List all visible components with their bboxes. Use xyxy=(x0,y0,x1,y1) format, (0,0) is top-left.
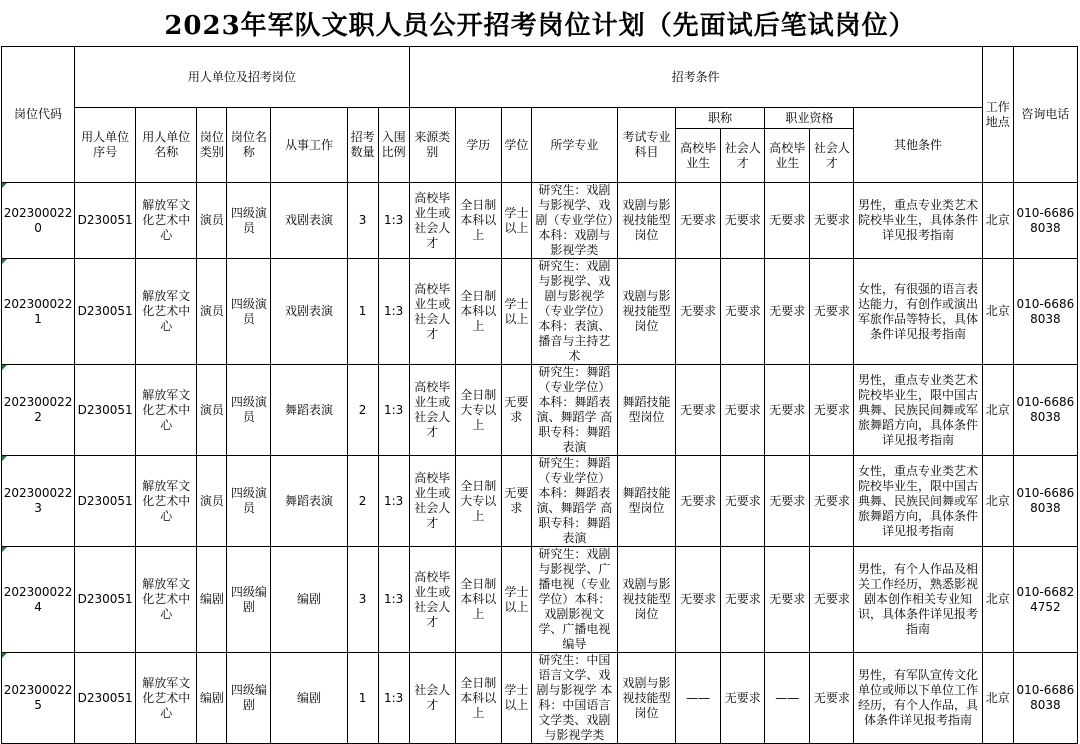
cell-count: 2 xyxy=(347,365,378,456)
cell-code: 2023000225 xyxy=(2,653,75,744)
cell-work: 编剧 xyxy=(271,653,347,744)
cell-ratio: 1:3 xyxy=(378,653,409,744)
cell-source: 高校毕业生或社会人才 xyxy=(409,183,455,259)
cell-post-category: 演员 xyxy=(197,365,227,456)
cell-count: 2 xyxy=(347,456,378,547)
cell-degree: 学士以上 xyxy=(501,259,531,365)
table-row xyxy=(2,365,1078,456)
cell-title-social: 无要求 xyxy=(721,456,765,547)
cell-qual-social: 无要求 xyxy=(810,547,854,653)
cell-post-name: 四级演员 xyxy=(227,456,271,547)
cell-other: 男性，有个人作品及相关工作经历，熟悉影视剧本创作相关专业知识，具体条件详见报考指南 xyxy=(854,547,982,653)
header-degree: 学位 xyxy=(501,108,531,183)
header-phone: 咨询电话 xyxy=(1013,47,1077,183)
cell-code: 2023000222 xyxy=(2,365,75,456)
cell-work: 舞蹈表演 xyxy=(271,456,347,547)
cell-unit-name: 解放军文化艺术中心 xyxy=(136,547,197,653)
cell-exam-subject: 舞蹈技能型岗位 xyxy=(618,456,676,547)
cell-exam-subject: 戏剧与影视技能型岗位 xyxy=(618,653,676,744)
cell-degree: 无要求 xyxy=(501,456,531,547)
cell-education: 全日制大专以上 xyxy=(455,456,501,547)
cell-other: 女性，重点专业类艺术院校毕业生，限中国古典舞、民族民间舞或军旅舞蹈方向，具体条件详见报考指南 xyxy=(854,456,982,547)
cell-post-category: 编剧 xyxy=(197,653,227,744)
cell-phone: 010-66824752 xyxy=(1013,547,1077,653)
cell-count: 3 xyxy=(347,183,378,259)
header-title-social: 社会人才 xyxy=(721,129,765,183)
cell-work-place: 北京 xyxy=(982,547,1013,653)
header-conditions-group: 招考条件 xyxy=(409,47,982,108)
table-row xyxy=(2,456,1078,547)
cell-unit-seq: D230051 xyxy=(75,365,136,456)
header-unit-group: 用人单位及招考岗位 xyxy=(75,47,410,108)
cell-phone: 010-66868038 xyxy=(1013,365,1077,456)
cell-exam-subject: 舞蹈技能型岗位 xyxy=(618,365,676,456)
cell-work-place: 北京 xyxy=(982,456,1013,547)
cell-exam-subject: 戏剧与影视技能型岗位 xyxy=(618,259,676,365)
table-row xyxy=(2,259,1078,365)
cell-degree: 无要求 xyxy=(501,365,531,456)
cell-source: 社会人才 xyxy=(409,653,455,744)
cell-qual-social: 无要求 xyxy=(810,456,854,547)
cell-work-place: 北京 xyxy=(982,653,1013,744)
header-code: 岗位代码 xyxy=(2,47,75,183)
cell-other: 男性，有军队宣传文化单位或师以下单位工作经历，有个人作品，具体条件详见报考指南 xyxy=(854,653,982,744)
header-qual-social: 社会人才 xyxy=(810,129,854,183)
cell-ratio: 1:3 xyxy=(378,547,409,653)
cell-post-name: 四级演员 xyxy=(227,183,271,259)
cell-unit-name: 解放军文化艺术中心 xyxy=(136,365,197,456)
header-unit-name: 用人单位名称 xyxy=(136,108,197,183)
cell-qual-social: 无要求 xyxy=(810,183,854,259)
cell-education: 全日制本科以上 xyxy=(455,183,501,259)
cell-other: 女性，有很强的语言表达能力，有创作或演出军旅作品等特长，具体条件详见报考指南 xyxy=(854,259,982,365)
cell-education: 全日制本科以上 xyxy=(455,653,501,744)
header-exam-subject: 考试专业科目 xyxy=(618,108,676,183)
cell-ratio: 1:3 xyxy=(378,259,409,365)
cell-phone: 010-66868038 xyxy=(1013,259,1077,365)
cell-qual-college: —— xyxy=(765,653,810,744)
cell-post-name: 四级编剧 xyxy=(227,547,271,653)
cell-qual-social: 无要求 xyxy=(810,259,854,365)
cell-unit-name: 解放军文化艺术中心 xyxy=(136,456,197,547)
cell-education: 全日制大专以上 xyxy=(455,365,501,456)
cell-title-social: 无要求 xyxy=(721,365,765,456)
cell-ratio: 1:3 xyxy=(378,183,409,259)
header-major: 所学专业 xyxy=(531,108,617,183)
cell-unit-name: 解放军文化艺术中心 xyxy=(136,183,197,259)
header-qual-college: 高校毕业生 xyxy=(765,129,810,183)
cell-work-place: 北京 xyxy=(982,183,1013,259)
cell-phone: 010-66868038 xyxy=(1013,653,1077,744)
cell-post-name: 四级演员 xyxy=(227,259,271,365)
cell-unit-seq: D230051 xyxy=(75,456,136,547)
cell-qual-social: 无要求 xyxy=(810,653,854,744)
cell-major: 研究生：戏剧与影视学、戏剧（专业学位）本科：戏剧与影视学类 xyxy=(531,183,617,259)
cell-work: 编剧 xyxy=(271,547,347,653)
cell-title-social: 无要求 xyxy=(721,259,765,365)
cell-code: 2023000224 xyxy=(2,547,75,653)
cell-title-college: 无要求 xyxy=(676,365,721,456)
cell-ratio: 1:3 xyxy=(378,365,409,456)
cell-major: 研究生：舞蹈（专业学位）本科：舞蹈表演、舞蹈学 高职专科：舞蹈表演 xyxy=(531,365,617,456)
cell-post-name: 四级编剧 xyxy=(227,653,271,744)
cell-unit-name: 解放军文化艺术中心 xyxy=(136,653,197,744)
header-work: 从事工作 xyxy=(271,108,347,183)
cell-other: 男性，重点专业类艺术院校毕业生，具体条件详见报考指南 xyxy=(854,183,982,259)
cell-major: 研究生：舞蹈（专业学位）本科：舞蹈表演、舞蹈学 高职专科：舞蹈表演 xyxy=(531,456,617,547)
cell-work-place: 北京 xyxy=(982,259,1013,365)
cell-count: 1 xyxy=(347,653,378,744)
cell-major: 研究生：中国语言文学、戏剧与影视学 本科：中国语言文学类、戏剧与影视学类 xyxy=(531,653,617,744)
cell-qual-college: 无要求 xyxy=(765,365,810,456)
cell-post-category: 演员 xyxy=(197,456,227,547)
cell-count: 3 xyxy=(347,547,378,653)
cell-work-place: 北京 xyxy=(982,365,1013,456)
cell-code: 2023000223 xyxy=(2,456,75,547)
cell-phone: 010-66868038 xyxy=(1013,456,1077,547)
cell-post-category: 编剧 xyxy=(197,547,227,653)
cell-qual-social: 无要求 xyxy=(810,365,854,456)
header-title-college: 高校毕业生 xyxy=(676,129,721,183)
cell-title-college: 无要求 xyxy=(676,183,721,259)
cell-phone: 010-66868038 xyxy=(1013,183,1077,259)
cell-ratio: 1:3 xyxy=(378,456,409,547)
cell-title-college: 无要求 xyxy=(676,547,721,653)
cell-education: 全日制本科以上 xyxy=(455,259,501,365)
header-other: 其他条件 xyxy=(854,108,982,183)
cell-education: 全日制本科以上 xyxy=(455,547,501,653)
cell-work: 戏剧表演 xyxy=(271,183,347,259)
header-unit-seq: 用人单位序号 xyxy=(75,108,136,183)
header-source: 来源类别 xyxy=(409,108,455,183)
cell-source: 高校毕业生或社会人才 xyxy=(409,456,455,547)
cell-unit-seq: D230051 xyxy=(75,183,136,259)
table-row xyxy=(2,653,1078,744)
header-title-group: 职称 xyxy=(676,108,765,129)
header-qualification-group: 职业资格 xyxy=(765,108,854,129)
page-title: 2023年军队文职人员公开招考岗位计划（先面试后笔试岗位） xyxy=(164,10,916,41)
cell-major: 研究生：戏剧与影视学、戏剧与影视学（专业学位）本科：表演、播音与主持艺术 xyxy=(531,259,617,365)
cell-count: 1 xyxy=(347,259,378,365)
cell-qual-college: 无要求 xyxy=(765,456,810,547)
header-ratio: 入围比例 xyxy=(378,108,409,183)
positions-table xyxy=(1,46,1078,744)
cell-post-category: 演员 xyxy=(197,259,227,365)
cell-code: 2023000221 xyxy=(2,259,75,365)
cell-unit-seq: D230051 xyxy=(75,259,136,365)
cell-exam-subject: 戏剧与影视技能型岗位 xyxy=(618,547,676,653)
cell-unit-seq: D230051 xyxy=(75,547,136,653)
cell-title-social: 无要求 xyxy=(721,183,765,259)
cell-title-college: 无要求 xyxy=(676,456,721,547)
cell-title-college: —— xyxy=(676,653,721,744)
cell-post-category: 演员 xyxy=(197,183,227,259)
cell-work: 戏剧表演 xyxy=(271,259,347,365)
header-count: 招考数量 xyxy=(347,108,378,183)
cell-work: 舞蹈表演 xyxy=(271,365,347,456)
cell-qual-college: 无要求 xyxy=(765,547,810,653)
cell-title-social: 无要求 xyxy=(721,653,765,744)
header-post-name: 岗位名称 xyxy=(227,108,271,183)
cell-exam-subject: 戏剧与影视技能型岗位 xyxy=(618,183,676,259)
header-post-category: 岗位类别 xyxy=(197,108,227,183)
header-education: 学历 xyxy=(455,108,501,183)
cell-qual-college: 无要求 xyxy=(765,259,810,365)
cell-source: 高校毕业生或社会人才 xyxy=(409,259,455,365)
cell-source: 高校毕业生或社会人才 xyxy=(409,365,455,456)
cell-post-name: 四级演员 xyxy=(227,365,271,456)
cell-qual-college: 无要求 xyxy=(765,183,810,259)
cell-source: 高校毕业生或社会人才 xyxy=(409,547,455,653)
cell-degree: 学士以上 xyxy=(501,183,531,259)
cell-title-college: 无要求 xyxy=(676,259,721,365)
header-work-place: 工作地点 xyxy=(982,47,1013,183)
cell-other: 男性，重点专业类艺术院校毕业生，限中国古典舞、民族民间舞或军旅舞蹈方向，具体条件详见报考指南 xyxy=(854,365,982,456)
cell-unit-name: 解放军文化艺术中心 xyxy=(136,259,197,365)
cell-degree: 学士以上 xyxy=(501,653,531,744)
cell-unit-seq: D230051 xyxy=(75,653,136,744)
cell-major: 研究生：戏剧与影视学、广播电视（专业学位）本科：戏剧影视文学、广播电视编导 xyxy=(531,547,617,653)
table-row xyxy=(2,547,1078,653)
table-row xyxy=(2,183,1078,259)
cell-title-social: 无要求 xyxy=(721,547,765,653)
cell-degree: 学士以上 xyxy=(501,547,531,653)
cell-code: 2023000220 xyxy=(2,183,75,259)
